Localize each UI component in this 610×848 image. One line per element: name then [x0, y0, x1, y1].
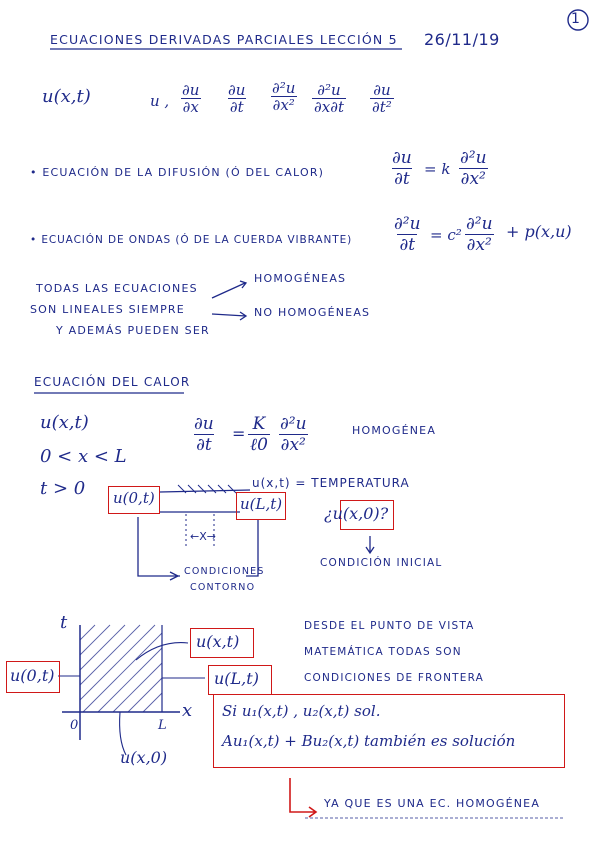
contour-label-1: CONDICIONES: [184, 566, 265, 577]
contour-label-2: CONTORNO: [190, 582, 256, 593]
math-view-line1: DESDE EL PUNTO DE VISTA: [304, 620, 475, 632]
conclusion-arrow: [290, 778, 316, 817]
heat-time: t > 0: [40, 478, 86, 499]
graph-origin-label: 0: [70, 718, 79, 733]
derivative-ut: $\frac{\partial u}{\partial t}$: [228, 81, 246, 116]
initial-condition-label: CONDICIÓN INICIAL: [320, 557, 443, 569]
linear-option-no-homogeneas: NO HOMOGÉNEAS: [254, 306, 371, 319]
heat-eq-equals: =: [232, 424, 246, 443]
heat-eq-coefficient: K ℓ0: [250, 414, 268, 455]
intro-function: u(x,t): [42, 86, 91, 107]
right-boundary-label: u(L,t): [240, 495, 283, 513]
diffusion-label: • ECUACIÓN DE LA DIFUSIÓN (Ó DEL CALOR): [30, 166, 325, 179]
page-date: 26/11/19: [424, 30, 500, 49]
interior-solution-label: u(x,t): [196, 632, 240, 651]
waves-rhs: $\frac{\text{∂²u}}{\text{∂x²}}$: [466, 214, 493, 255]
arrow-homogeneas: [212, 281, 246, 298]
diffusion-eq: = k: [424, 160, 451, 178]
derivative-uxt: $\frac{\text{∂²u}}{\partial x\partial t}$: [314, 81, 344, 116]
waves-label: • ECUACIÓN DE ONDAS (Ó DE LA CUERDA VIBRANTE): [30, 234, 353, 246]
math-view-line3: CONDICIONES DE FRONTERA: [304, 672, 485, 684]
page-number: 1: [571, 11, 581, 27]
heat-homogenea: HOMOGÉNEA: [352, 424, 437, 437]
rod-x-mark: ←X→: [190, 530, 216, 543]
heat-function: u(x,t): [40, 412, 89, 433]
left-edge-label: u(0,t): [10, 666, 55, 685]
linear-line1: TODAS LAS ECUACIONES: [36, 282, 198, 295]
waves-eq: = c²: [430, 226, 462, 244]
page-title: ECUACIONES DERIVADAS PARCIALES LECCIÓN 5: [50, 32, 398, 47]
derivative-utt: $\frac{\partial u}{\text{∂t²}}$: [372, 81, 392, 116]
graph-x-axis-label: x: [182, 700, 193, 721]
diffusion-lhs: $\frac{\partial u}{\partial t}$: [392, 148, 412, 189]
bottom-edge-label: u(x,0): [120, 748, 168, 767]
arrow-no-homogeneas: [212, 312, 246, 320]
waves-lhs: $\frac{\text{∂²u}}{\partial t}$: [394, 214, 421, 255]
derivative-ux: $\frac{\partial u}{\partial x}$: [182, 81, 200, 116]
initial-condition-question: ¿u(x,0)?: [324, 504, 389, 523]
graph-t-axis-label: t: [60, 612, 68, 633]
heat-section-title: ECUACIÓN DEL CALOR: [34, 375, 191, 389]
derivative-uxx: $\frac{\text{∂²u}}{\text{∂x²}}$: [272, 79, 296, 114]
intro-u: u ,: [150, 92, 170, 110]
heat-eq-lhs: $\frac{\partial u}{\partial t}$: [194, 414, 214, 455]
math-view-line2: MATEMÁTICA TODAS SON: [304, 646, 462, 658]
temperature-label: u(x,t) = TEMPERATURA: [252, 476, 410, 490]
diffusion-rhs: $\frac{\text{∂²u}}{\text{∂x²}}$: [460, 148, 487, 189]
heat-eq-rhs: $\frac{\text{∂²u}}{\text{∂x²}}$: [280, 414, 307, 455]
superposition-line2: Au₁(x,t) + Bu₂(x,t) también es solución: [222, 732, 516, 750]
left-boundary-label: u(0,t): [113, 489, 155, 507]
linear-line3: Y ADEMÁS PUEDEN SER: [56, 324, 210, 337]
conclusion-text: YA QUE ES UNA EC. HOMOGÉNEA: [324, 797, 541, 810]
right-edge-label: u(L,t): [214, 669, 259, 688]
superposition-line1: Si u₁(x,t) , u₂(x,t) sol.: [222, 702, 381, 720]
domain-hatching: [80, 625, 162, 712]
linear-line2: SON LINEALES SIEMPRE: [30, 303, 185, 316]
waves-tail: + p(x,u): [506, 222, 572, 241]
linear-option-homogeneas: HOMOGÉNEAS: [254, 272, 347, 285]
initial-arrow: [366, 536, 374, 553]
heat-domain: 0 < x < L: [40, 446, 127, 467]
graph-l-label: L: [158, 718, 167, 733]
